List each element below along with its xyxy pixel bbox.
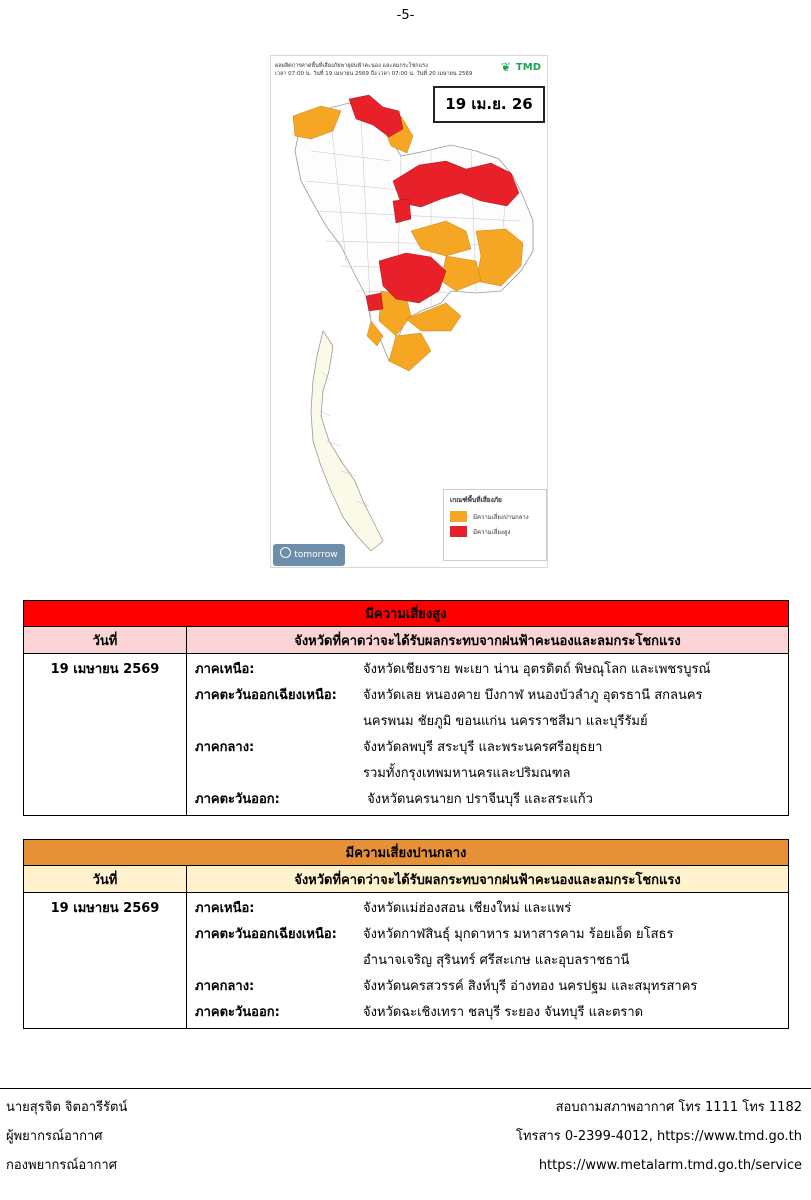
risk-map-figure (270, 55, 548, 568)
province-list: อำนาจเจริญ สุรินทร์ ศรีสะเกษ และอุบลราชธานี (363, 953, 630, 968)
legend-swatch-moderate (450, 511, 467, 522)
footer-signature (6, 1093, 127, 1180)
footer-contact (516, 1093, 802, 1180)
contact-phone: สอบถามสภาพอากาศ โทร 1111 โทร 1182 (555, 1100, 802, 1115)
map-header-line1: ผลผลิตการคาดพื้นที่เสี่ยงภัยพายุฝนฟ้าคะนอง และลมกระโชกแรง (275, 63, 428, 69)
province-list: จังหวัดเชียงราย พะเยา น่าน อุตรดิตถ์ พิษณุโลก และเพชรบูรณ์ (363, 662, 711, 677)
tomorrow-credit (273, 544, 345, 566)
map-header-line2: เวลา 07:00 น. วันที่ 19 เมษายน 2569 ถึง เวลา 07:00 น. วันที่ 20 เมษายน 2569 (275, 71, 473, 77)
region-spacer (195, 709, 363, 735)
contact-fax-website: โทรสาร 0-2399-4012, https://www.tmd.go.th (516, 1129, 802, 1144)
province-list: จังหวัดแม่ฮ่องสอน เชียงใหม่ และแพร่ (363, 901, 572, 916)
legend-item-high (444, 524, 546, 539)
province-list: จังหวัดนครสวรรค์ สิงห์บุรี อ่างทอง นครปฐม และสมุทรสาคร (363, 979, 698, 994)
region-name: ภาคกลาง: (195, 979, 255, 994)
province-list: จังหวัดกาฬสินธุ์ มุกดาหาร มหาสารคาม ร้อยเอ็ด ยโสธร (363, 927, 674, 942)
region-name: ภาคเหนือ: (195, 662, 255, 677)
province-list: จังหวัดนครนายก ปราจีนบุรี และสระแก้ว (363, 792, 593, 807)
map-header (275, 62, 505, 78)
legend-label-high: มีความเสี่ยงสูง (473, 528, 511, 536)
region-name: ภาคตะวันออก: (195, 792, 280, 807)
province-list: จังหวัดลพบุรี สระบุรี และพระนครศรีอยุธยา (363, 740, 603, 755)
map-date-label: 19 เม.ย. 26 (433, 86, 545, 123)
legend-label-moderate: มีความเสี่ยงปานกลาง (473, 513, 529, 521)
high-risk-regions (187, 654, 789, 816)
high-risk-col-date: วันที่ (24, 627, 187, 654)
moderate-risk-col-provinces: จังหวัดที่คาดว่าจะได้รับผลกระทบจากฝนฟ้าคะนองและลมกระโชกแรง (187, 866, 789, 893)
high-risk-title-row (24, 601, 789, 627)
high-risk-date: 19 เมษายน 2569 (24, 654, 187, 816)
high-risk-table (23, 600, 789, 816)
forecaster-division: กองพยากรณ์อากาศ (6, 1158, 117, 1173)
legend-title: เกณฑ์พื้นที่เสี่ยงภัย (450, 496, 502, 504)
tmd-logo: TMD (515, 61, 541, 73)
region-spacer (195, 761, 363, 787)
moderate-risk-date: 19 เมษายน 2569 (24, 893, 187, 1029)
province-list: นครพนม ชัยภูมิ ขอนแก่น นครราชสีมา และบุรีรัมย์ (363, 714, 648, 729)
moderate-risk-title-row (24, 840, 789, 866)
footer-divider (0, 1088, 811, 1089)
forecaster-title: ผู้พยากรณ์อากาศ (6, 1129, 103, 1144)
legend-swatch-high (450, 526, 467, 537)
moderate-risk-col-date: วันที่ (24, 866, 187, 893)
contact-service-url: https://www.metalarm.tmd.go.th/service (538, 1158, 802, 1173)
high-risk-data-row (24, 654, 789, 816)
moderate-risk-header-row (24, 866, 789, 893)
province-list: จังหวัดฉะเชิงเทรา ชลบุรี ระยอง จันทบุรี และตราด (363, 1005, 644, 1020)
moderate-risk-title: มีความเสี่ยงปานกลาง (24, 840, 789, 866)
region-name: ภาคตะวันออกเฉียงเหนือ: (195, 927, 337, 942)
region-name: ภาคเหนือ: (195, 901, 255, 916)
province-list: รวมทั้งกรุงเทพมหานครและปริมณฑล (363, 766, 571, 781)
high-risk-header-row (24, 627, 789, 654)
high-risk-col-provinces: จังหวัดที่คาดว่าจะได้รับผลกระทบจากฝนฟ้าคะนองและลมกระโชกแรง (187, 627, 789, 654)
leaf-logo-icon: ❦ (500, 60, 511, 74)
high-risk-title: มีความเสี่ยงสูง (24, 601, 789, 627)
region-spacer (195, 948, 363, 974)
region-name: ภาคกลาง: (195, 740, 255, 755)
moderate-risk-data-row (24, 893, 789, 1029)
moderate-risk-table (23, 839, 789, 1029)
map-legend (443, 489, 547, 561)
moderate-risk-regions (187, 893, 789, 1029)
legend-item-moderate (444, 509, 546, 524)
tomorrow-credit-text: tomorrow (294, 550, 338, 560)
map-land-south (311, 331, 383, 551)
province-list: จังหวัดเลย หนองคาย บึงกาฬ หนองบัวลำภู อุดรธานี สกลนคร (363, 688, 703, 703)
logos (499, 60, 541, 74)
forecaster-name: นายสุรจิต จิตอารีรัตน์ (6, 1100, 128, 1115)
region-name: ภาคตะวันออก: (195, 1005, 280, 1020)
region-name: ภาคตะวันออกเฉียงเหนือ: (195, 688, 337, 703)
tomorrow-logo-icon (280, 547, 291, 558)
page-number: -5- (396, 8, 415, 23)
